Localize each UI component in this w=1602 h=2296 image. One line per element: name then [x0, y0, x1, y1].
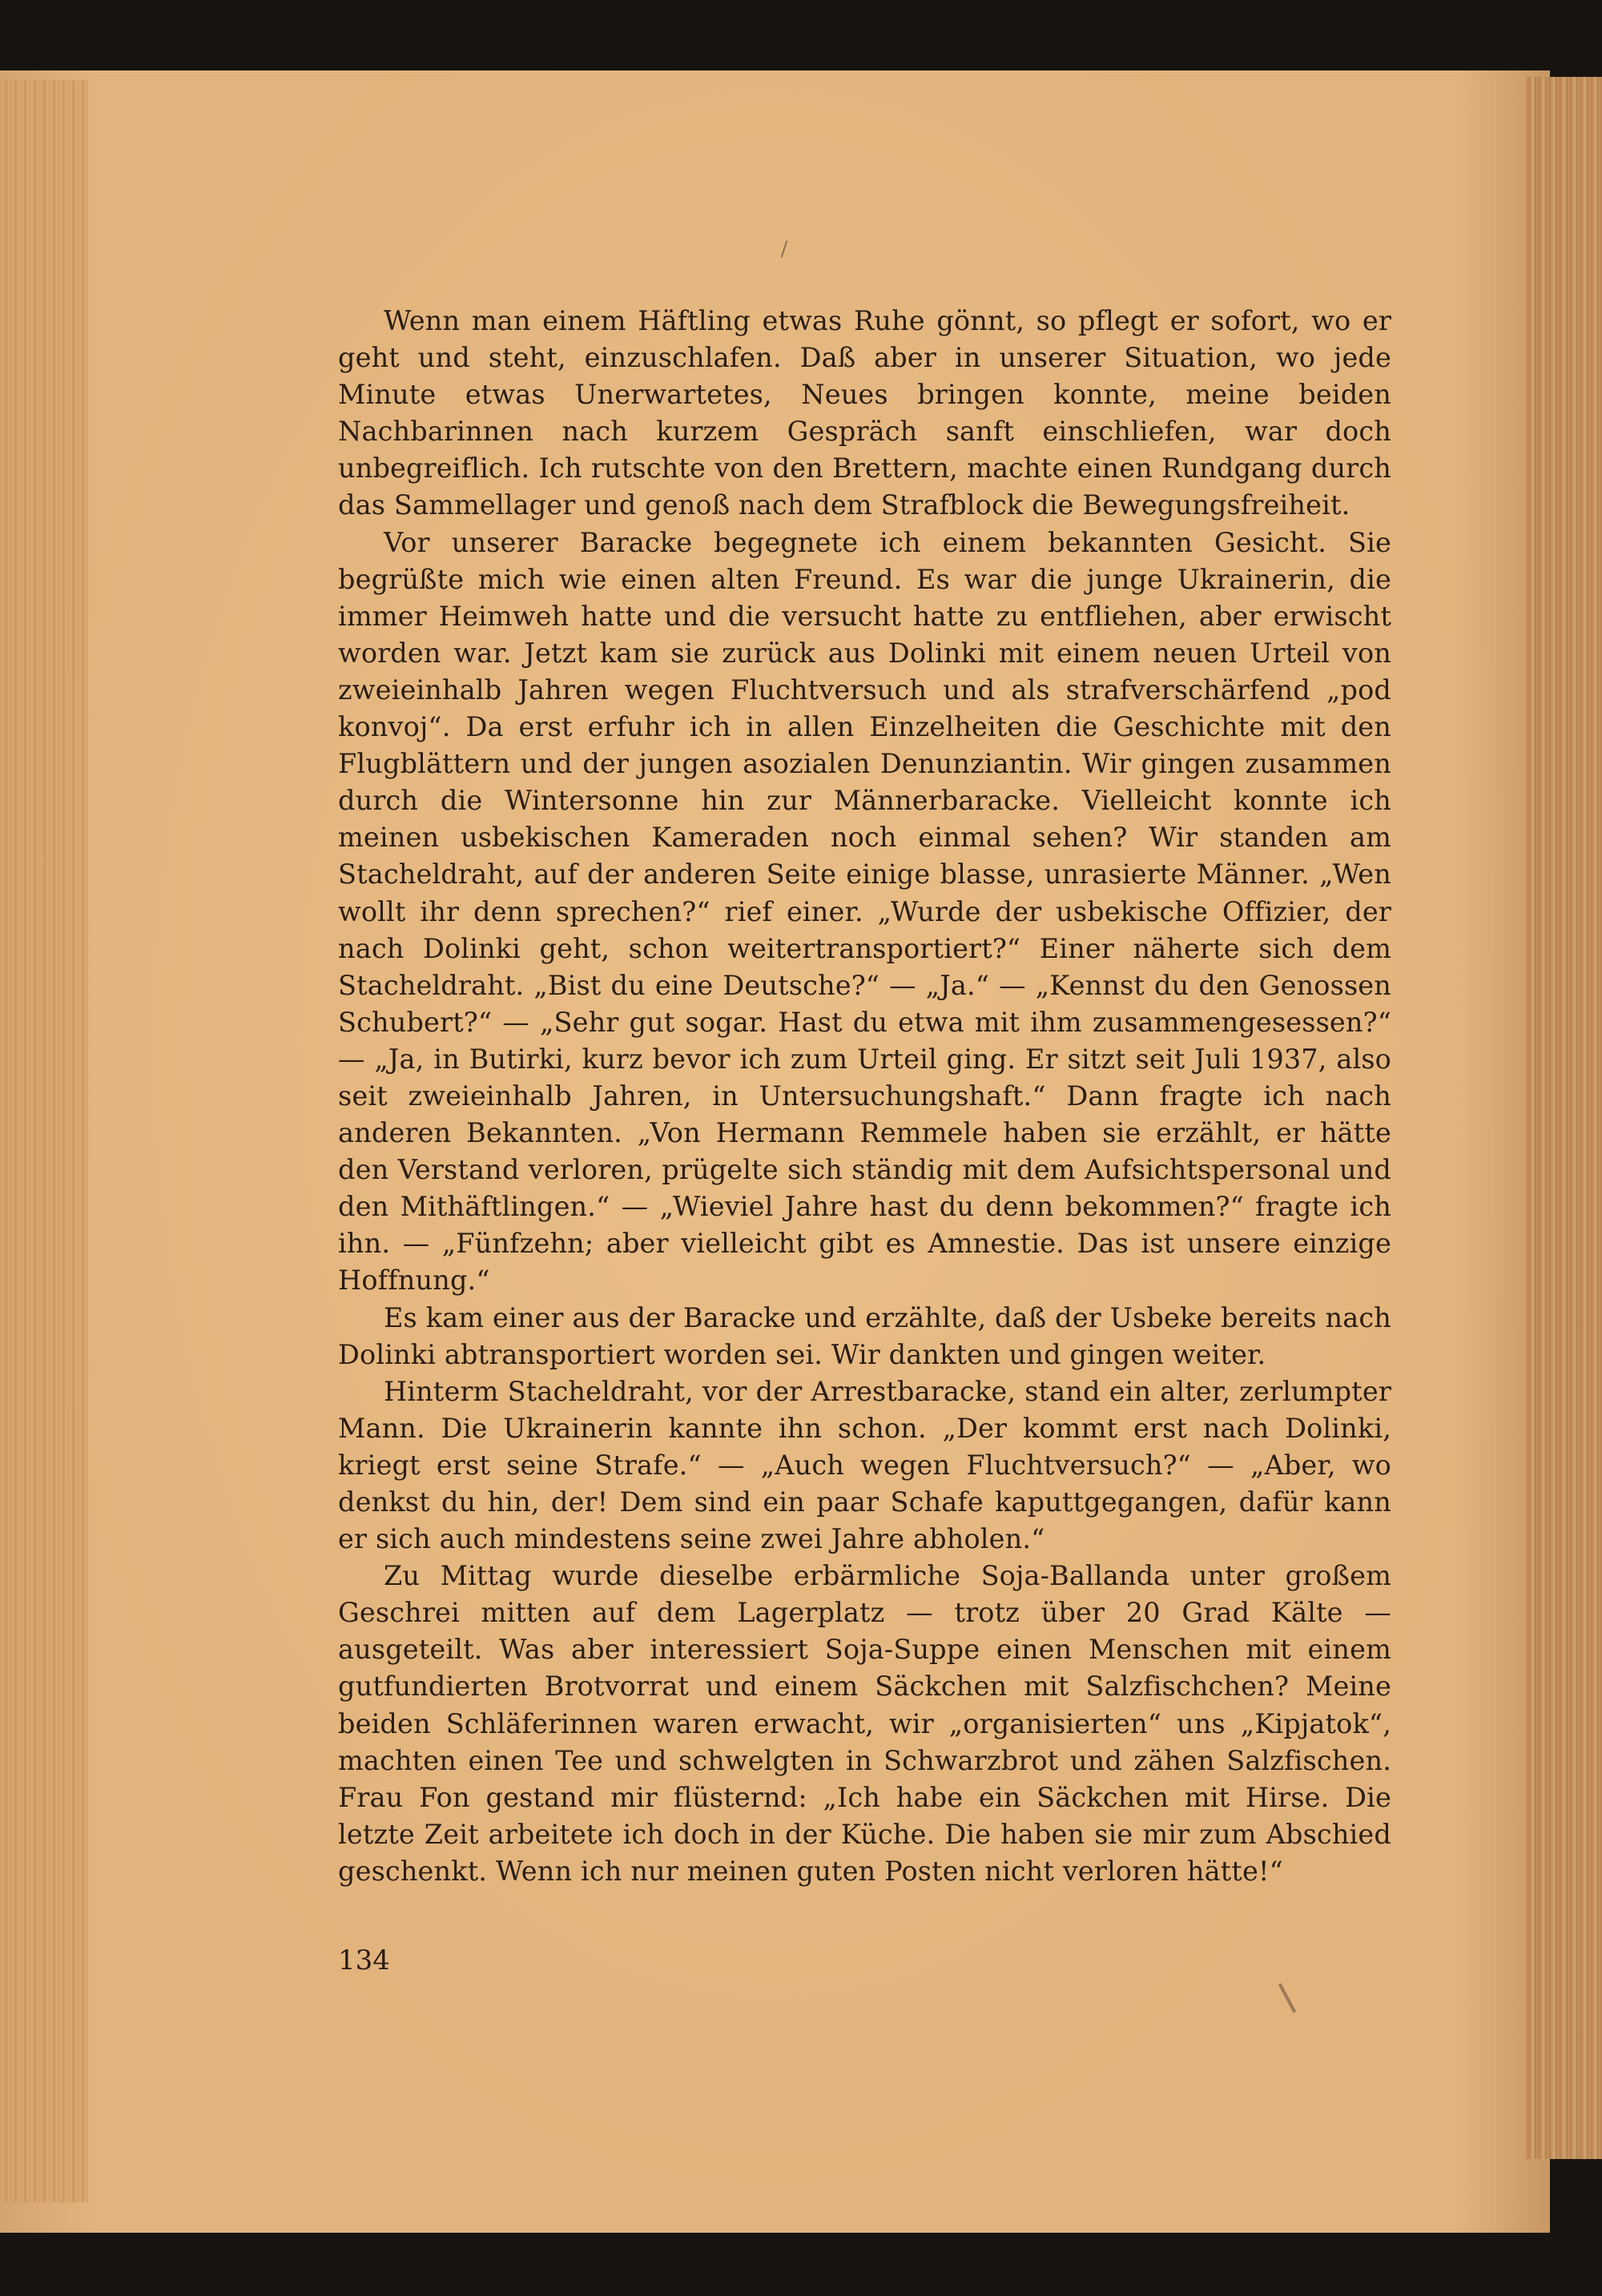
paragraph: Zu Mittag wurde dieselbe erbärmliche Soja-Ballanda unter großem Geschrei mitten auf dem Lagerplatz — trotz über 20 Grad Kälte — ausgeteilt. Was aber interessiert Soja-Suppe einen Menschen mit einem gutfundierten Brotvorrat und einem Säckchen mit Salzfischchen? Meine beiden Schläferinnen waren erwacht, wir „organisierten“ uns „Kipjatok“, machten einen Tee und schwelgten in Schwarzbrot und zähen Salzfischen. Frau Fon gestand mir flüsternd: „Ich habe ein Säckchen mit Hirse. Die letzte Zeit arbeitete ich doch in der Küche. Die haben sie mir zum Abschied geschenkt. Wenn ich nur meinen guten Posten nicht verloren hätte!“ [338, 1560, 1391, 1887]
book-binding-right [1526, 77, 1602, 2159]
body-text [338, 303, 1391, 1890]
paragraph: Es kam einer aus der Baracke und erzählte, daß der Usbeke bereits nach Dolinki abtransportiert worden sei. Wir dankten und gingen weiter. [338, 1301, 1391, 1370]
paragraph: Hinterm Stacheldraht, vor der Arrestbaracke, stand ein alter, zerlumpter Mann. Die Ukrainerin kannte ihn schon. „Der kommt erst nach Dolinki, kriegt erst seine Strafe.“ — „Auch wegen Fluchtversuch?“ — „Aber, wo denkst du hin, der! Dem sind ein paar Schafe kaputtgegangen, dafür kann er sich auch mindestens seine zwei Jahre abholen.“ [338, 1375, 1391, 1555]
paragraph: Wenn man einem Häftling etwas Ruhe gönnt, so pflegt er sofort, wo er geht und steht, einzuschlafen. Daß aber in unserer Situation, wo jede Minute etwas Unerwartetes, Neues bringen konnte, meine beiden Nachbarinnen nach kurzem Gespräch sanft einschliefen, war doch unbegreiflich. Ich rutschte von den Brettern, machte einen Rundgang durch das Sammellager und genoß nach dem Strafblock die Bewegungsfreiheit. [338, 305, 1391, 521]
page-stack-left [0, 80, 88, 2202]
paragraph: Vor unserer Baracke begegnete ich einem bekannten Gesicht. Sie begrüßte mich wie einen alten Freund. Es war die junge Ukrainerin, die immer Heimweh hatte und die versucht hatte zu entfliehen, aber erwischt worden war. Jetzt kam sie zurück aus Dolinki mit einem neuen Urteil von zweieinhalb Jahren wegen Fluchtversuch und als strafverschärfend „pod konvoj“. Da erst erfuhr ich in allen Einzelheiten die Geschichte mit den Flugblättern und der jungen asozialen Denunziantin. Wir gingen zusammen durch die Wintersonne hin zur Männerbaracke. Vielleicht konnte ich meinen usbekischen Kameraden noch einmal sehen? Wir standen am Stacheldraht, auf der anderen Seite einige blasse, unrasierte Männer. „Wen wollt ihr denn sprechen?“ rief einer. „Wurde der usbekische Offizier, der nach Dolinki geht, schon weitertransportiert?“ Einer näherte sich dem Stacheldraht. „Bist du eine Deutsche?“ — „Ja.“ — „Kennst du den Genossen Schubert?“ — „Sehr gut sogar. Hast du etwa mit ihm zusammengesessen?“ — „Ja, in Butirki, kurz bevor ich zum Urteil ging. Er sitzt seit Juli 1937, also seit zweieinhalb Jahren, in Untersuchungshaft.“ Dann fragte ich nach anderen Bekannten. „Von Hermann Remmele haben sie erzählt, er hätte den Verstand verloren, prügelte sich ständig mit dem Aufsichtspersonal und den Mithäftlingen.“ — „Wieviel Jahre hast du denn bekommen?“ fragte ich ihn. — „Fünfzehn; aber vielleicht gibt es Amnestie. Das ist unsere einzige Hoffnung.“ [338, 526, 1391, 1297]
page-number: 134 [338, 1944, 390, 1976]
